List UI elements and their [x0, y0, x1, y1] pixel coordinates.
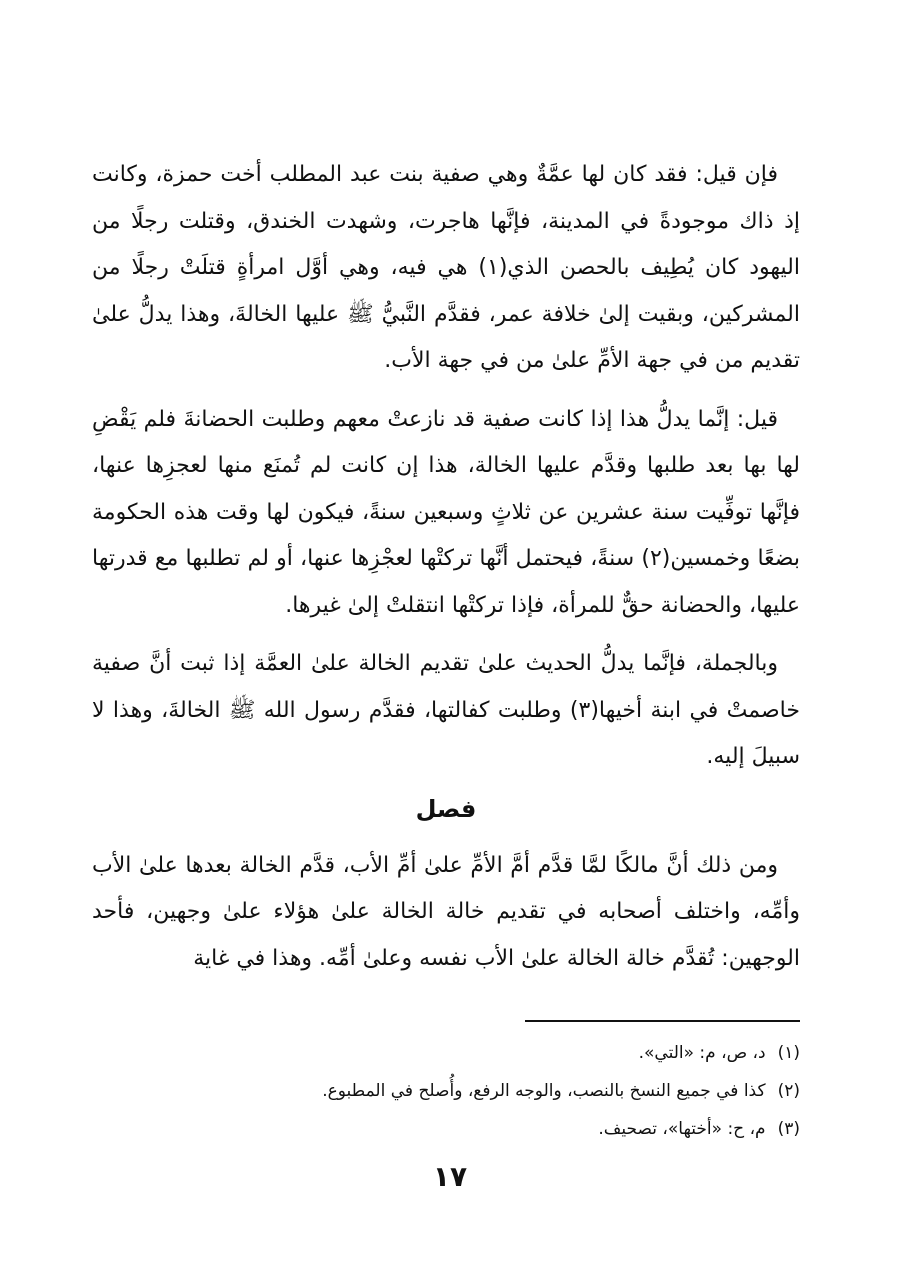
- footnote-divider: [525, 1020, 800, 1022]
- footnote-number: (٢): [777, 1081, 800, 1101]
- paragraph-3: وبالجملة، فإنَّما يدلُّ الحديث علىٰ تقديم الخالة علىٰ العمَّة إذا ثبت أنَّ صفية خاصمتْ في ابنة أخيها(٣) وطلبت كفالتها، فقدَّم رسول الله ﷺ الخالةَ، وهذا لا سبيلَ إليه.: [92, 651, 800, 769]
- paragraph-2: قيل: إنَّما يدلُّ هذا إذا كانت صفية قد نازعتْ معهم وطلبت الحضانةَ فلم يَقْضِ لها بها بعد طلبها وقدَّم عليها الخالة، هذا إن كانت لم تُمنَع منها لعجزِها عنها، فإنَّها توفِّيت سنة عشرين عن ثلاثٍ وسبعين سنةً، فيكون لها وقت هذه الحكومة بضعًا وخمسين(٢) سنةً، فيحتمل أنَّها تركتْها لعجْزِها عنها، أو لم تطلبها مع قدرتها عليها، والحضانة حقٌّ للمرأة، فإذا تركتْها انتقلتْ إلىٰ غيرها.: [92, 406, 800, 618]
- footnote-number: (٣): [777, 1119, 800, 1139]
- footnote-3: [92, 1110, 800, 1148]
- paragraph-1: فإن قيل: فقد كان لها عمَّةٌ وهي صفية بنت عبد المطلب أخت حمزة، وكانت إذ ذاك موجودةً في المدينة، فإنَّها هاجرت، وشهدت الخندق، وقتلت رجلًا من اليهود كان يُطِيف بالحصن الذي(١) هي فيه، وهي أوَّل امرأةٍ قتلَتْ رجلًا من المشركين، وبقيت إلىٰ خلافة عمر، فقدَّم النَّبيُّ ﷺ عليها الخالةَ، وهذا يدلُّ علىٰ تقديم من في جهة الأمِّ علىٰ من في جهة الأب.: [92, 162, 800, 373]
- footnotes: [92, 1034, 800, 1148]
- footnote-text: د، ص، م: «التي».: [638, 1043, 766, 1063]
- section-heading: فصل: [415, 794, 477, 823]
- footnote-number: (١): [777, 1043, 800, 1063]
- page-number: ١٧: [432, 1160, 468, 1193]
- footnote-2: [92, 1072, 800, 1110]
- section-paragraph: ومن ذلك أنَّ مالكًا لمَّا قدَّم أمَّ الأمِّ علىٰ أمِّ الأب، قدَّم الخالة بعدها علىٰ الأب وأمِّه، واختلف أصحابه في تقديم خالة الخالة علىٰ هؤلاء علىٰ وجهين، فأحد الوجهين: تُقدَّم خالة الخالة علىٰ الأب نفسه وعلىٰ أمِّه. وهذا في غاية: [92, 852, 800, 971]
- footnote-1: [92, 1034, 800, 1072]
- footnote-text: م، ح: «أختها»، تصحيف.: [598, 1119, 766, 1139]
- main-text: [92, 152, 800, 982]
- footnote-text: كذا في جميع النسخ بالنصب، والوجه الرفع، وأُصلح في المطبوع.: [322, 1081, 766, 1101]
